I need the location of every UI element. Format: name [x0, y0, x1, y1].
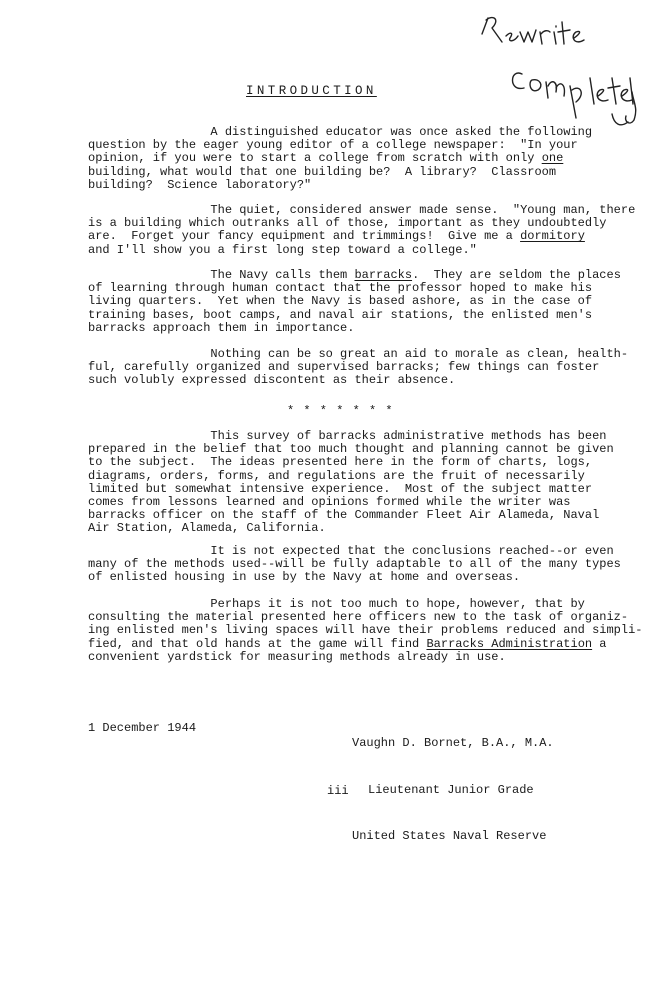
- page-number: iii: [327, 784, 349, 798]
- page-title: INTRODUCTION: [246, 84, 377, 98]
- handwritten-note-drawing: [470, 8, 640, 128]
- underlined-text: one: [541, 151, 564, 166]
- author-unit: United States Naval Reserve: [352, 829, 547, 843]
- paragraph-text: The Navy calls them: [88, 268, 355, 282]
- paragraph-7: [88, 597, 643, 664]
- author-rank: Lieutenant Junior Grade: [368, 782, 534, 797]
- handwritten-annotation: [470, 8, 640, 128]
- underlined-text: barracks: [354, 268, 413, 282]
- author-name: Vaughn D. Bornet, B.A., M.A.: [352, 736, 554, 750]
- paragraph-text: A distinguished educator was once asked the following question by the eager young editor of a college newspaper: "In your opinion, if you were to start a college from scratch with only: [88, 125, 593, 166]
- paragraph-3: [88, 268, 621, 335]
- paragraph-6: [88, 544, 621, 585]
- paragraph-text: Nothing can be so great an aid to morale as clean, health- ful, carefully organized and supervised barracks; few things can foster such volubly expressed discontent as their absence.: [88, 347, 629, 388]
- signature-block: [352, 705, 554, 876]
- section-separator: * * * * * * *: [287, 404, 394, 418]
- paragraph-5: [88, 429, 614, 536]
- paragraph-text: building, what would that one building be? A library? Classroom building? Science laboratory?": [88, 164, 557, 192]
- underlined-text: Barracks Administration: [426, 636, 593, 651]
- paragraph-text: . They are seldom the places of learning through human contact that the professor hoped to make his living quarters. Yet when the Navy is based ashore, as in the case of training bases, boot camps, and naval air stations, the enlisted men's barracks approach them in importance.: [88, 268, 621, 335]
- paragraph-text: The quiet, considered answer made sense. "Young man, there is a building which outranks all of those, important as they undoubtedly are. Forget your fancy equipment and trimmings! Give me a: [88, 203, 636, 244]
- underlined-text: dormitory: [520, 229, 585, 244]
- paragraph-text: and I'll show you a first long step toward a college.": [88, 242, 477, 257]
- paragraph-text: a convenient yardstick for measuring methods already in use.: [88, 636, 607, 664]
- paragraph-text: This survey of barracks administrative methods has been prepared in the belief that too much thought and planning cannot be given to the subject. The ideas presented here in the form of charts, logs, diagrams, orders, forms, and regulations are the fruit of necessarily limited but somewhat intensive experience. Most of the subject matter comes from lessons learned and opinions formed while the writer was barracks officer on the staff of the Commander Fleet Air Alameda, Naval Air Station, Alameda, California.: [88, 429, 614, 536]
- paragraph-2: [88, 203, 636, 257]
- paragraph-text: Perhaps it is not too much to hope, however, that by consulting the material presented here officers new to the task of organiz- ing enlisted men's living spaces will have their problems reduced and simpli- fied, and that old hands at the game will find: [88, 597, 643, 651]
- paragraph-text: It is not expected that the conclusions reached--or even many of the methods used--will be fully adaptable to all of the many types of enlisted housing in use by the Navy at home and overseas.: [88, 544, 621, 585]
- paragraph-1: [88, 126, 608, 192]
- document-date: 1 December 1944: [88, 721, 197, 735]
- paragraph-4: [88, 347, 629, 388]
